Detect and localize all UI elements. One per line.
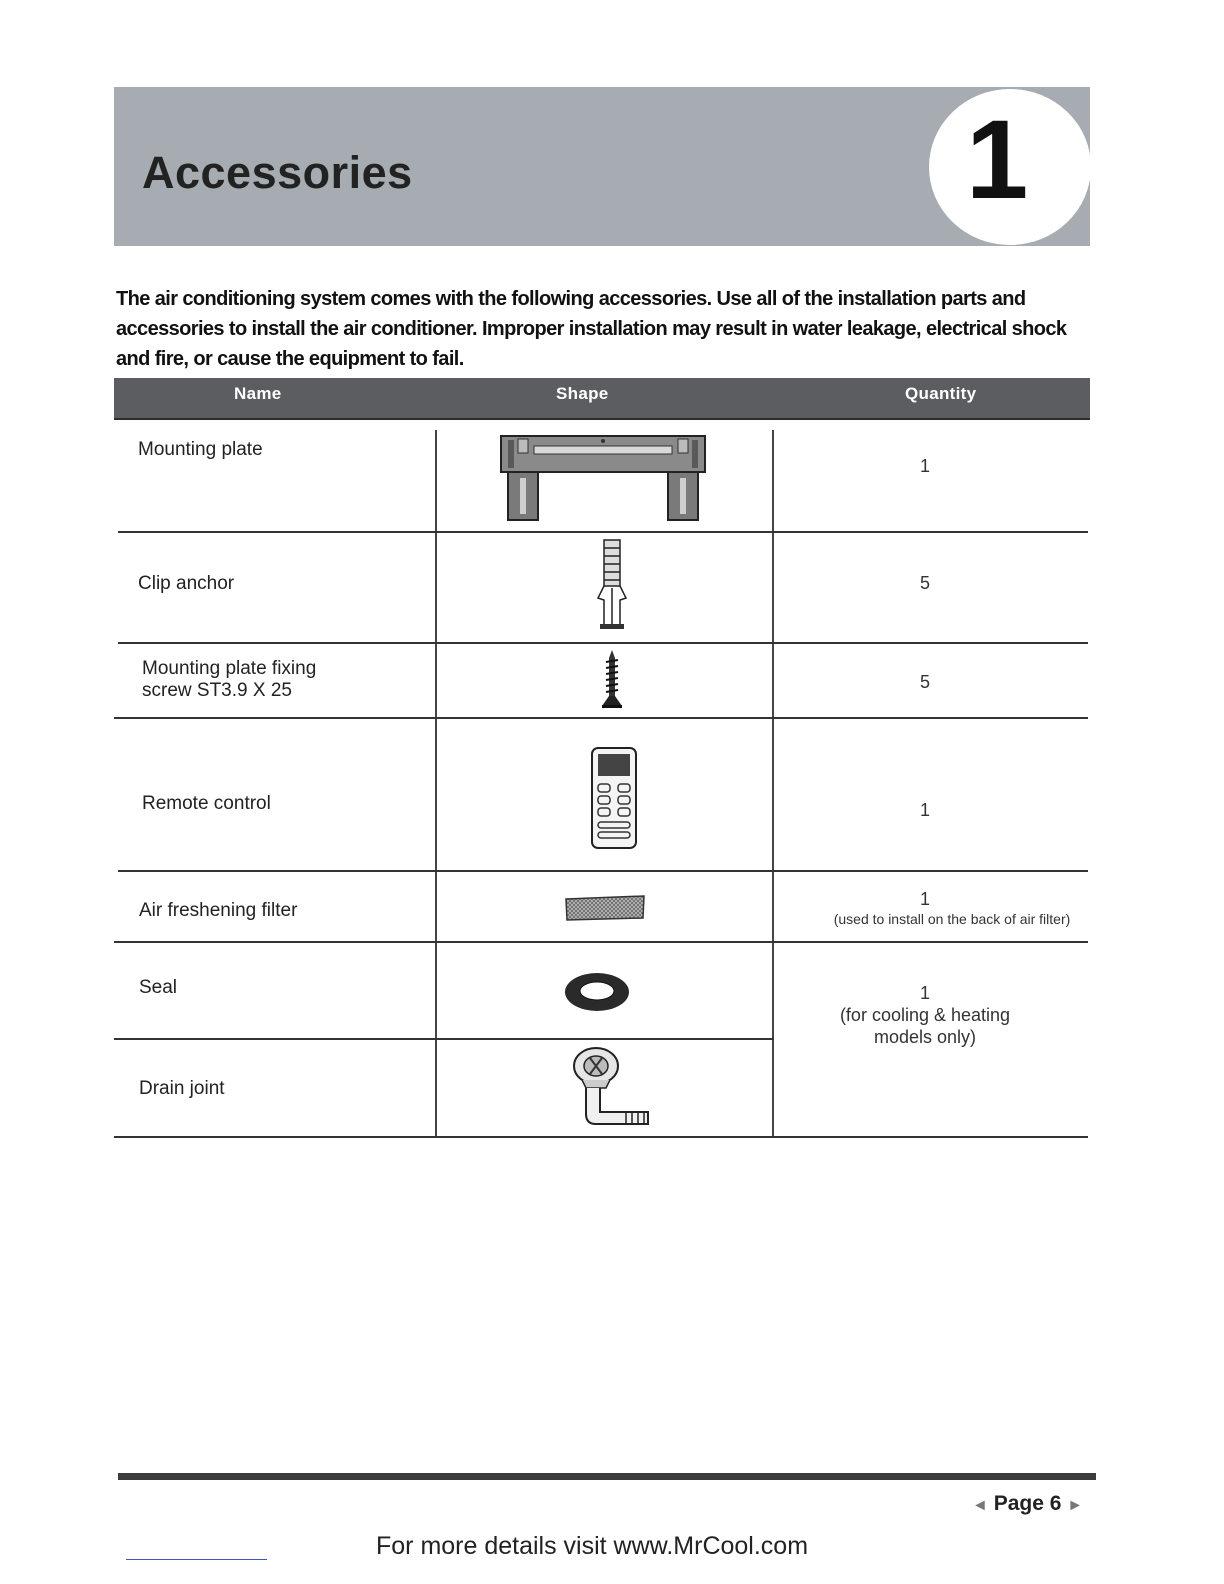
row-quantity-note: models only) xyxy=(873,1027,977,1047)
previous-page-icon[interactable]: ◄ xyxy=(972,1497,988,1514)
row-name: Remote control xyxy=(142,793,271,814)
page-number: Page 6 xyxy=(993,1492,1062,1515)
page-title: Accessories xyxy=(142,147,413,198)
intro-paragraph: The air conditioning system comes with the following accessories. Use all of the installation parts and accessories to install the air conditioner. Improper installation may result in water leakage, electrical shock and fire, or cause the equipment to fail. xyxy=(116,288,1067,370)
row-quantity: 1 xyxy=(919,983,930,1003)
row-name: Seal xyxy=(139,977,178,998)
row-divider xyxy=(114,941,1088,943)
column-header-quantity: Quantity xyxy=(905,384,977,403)
row-quantity: 1 xyxy=(919,889,930,909)
chapter-number: 1 xyxy=(966,97,1029,222)
seal-icon xyxy=(562,970,632,1014)
table-header xyxy=(114,378,1090,420)
row-quantity: 1 xyxy=(919,800,930,820)
row-name: Mounting plate xyxy=(138,439,263,460)
row-name: Clip anchor xyxy=(138,573,235,594)
row-name-line: screw ST3.9 X 25 xyxy=(142,680,292,701)
row-name-line: Mounting plate fixing xyxy=(142,658,317,679)
screw-icon xyxy=(600,648,624,710)
clip-anchor-icon xyxy=(596,538,628,632)
row-divider xyxy=(118,870,1088,872)
row-quantity: 5 xyxy=(919,672,930,692)
row-divider xyxy=(114,1136,1088,1138)
row-name: Air freshening filter xyxy=(139,900,298,921)
mounting-plate-icon xyxy=(500,434,706,522)
row-divider xyxy=(118,531,1088,533)
footer-divider xyxy=(118,1473,1096,1480)
row-quantity: 1 xyxy=(919,456,930,476)
footer-website-link[interactable]: For more details visit www.MrCool.com xyxy=(376,1532,809,1560)
page-indicator xyxy=(972,1492,1083,1516)
row-divider xyxy=(118,642,1088,644)
column-divider xyxy=(435,430,437,1137)
drain-joint-icon xyxy=(568,1044,652,1128)
row-name: Drain joint xyxy=(139,1078,225,1099)
column-header-shape: Shape xyxy=(556,384,609,403)
filter-icon xyxy=(564,895,646,921)
chapter-header xyxy=(114,87,1090,246)
row-quantity-note: (for cooling & heating xyxy=(839,1005,1011,1025)
footer-underline xyxy=(126,1559,267,1560)
row-quantity-note: (used to install on the back of air filter) xyxy=(833,911,1071,927)
remote-control-icon xyxy=(590,746,638,850)
row-divider xyxy=(114,717,1088,719)
row-quantity: 5 xyxy=(919,573,930,593)
column-header-name: Name xyxy=(234,384,282,403)
column-divider xyxy=(772,430,774,1137)
row-divider xyxy=(114,1038,774,1040)
next-page-icon[interactable]: ► xyxy=(1067,1497,1084,1514)
